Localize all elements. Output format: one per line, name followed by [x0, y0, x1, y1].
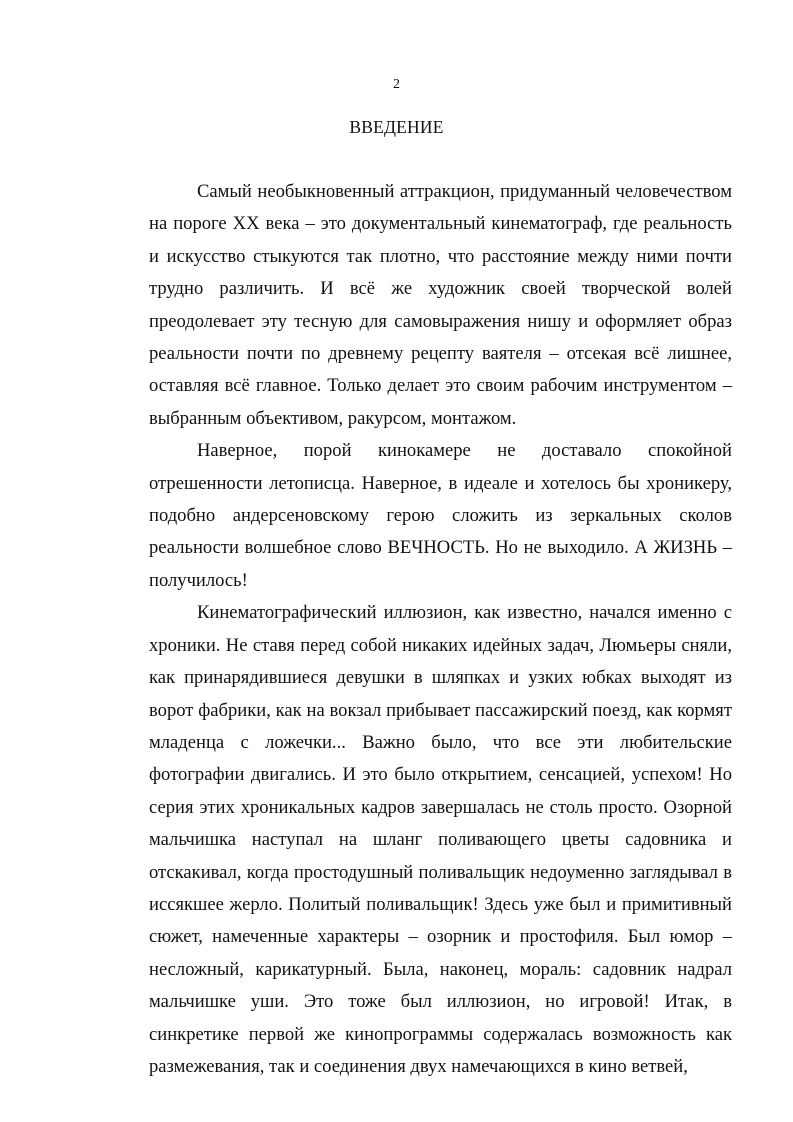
paragraph-2: Наверное, порой кинокамере не доставало спокойной отрешенности летописца. Наверное, в идеале и хотелось бы хроникеру, подобно андерсеновскому герою сложить из зеркальных сколов реальности волшебное слово ВЕЧНОСТЬ. Но не выходило. А ЖИЗНЬ – получилось! — [149, 440, 732, 591]
paragraph-1: Самый необыкновенный аттракцион, придуманный человечеством на пороге XX века – это документальный кинематограф, где реальность и искусство стыкуются так плотно, что расстояние между ними почти трудно различить. И всё же художник своей творческой волей преодолевает эту тесную для самовыражения нишу и оформляет образ реальности почти по древнему рецепту ваятеля – отсекая всё лишнее, оставляя всё главное. Только делает это своим рабочим инструментом – выбранным объективом, ракурсом, монтажом. — [149, 181, 732, 429]
section-heading: ВВЕДЕНИЕ — [349, 117, 444, 137]
paragraph-3: Кинематографический иллюзион, как известно, начался именно с хроники. Не ставя перед собой никаких идейных задач, Люмьеры сняли, как принарядившиеся девушки в шляпках и узких юбках выходят из ворот фабрики, как на вокзал прибывает пассажирский поезд, как кормят младенца с ложечки... Важно было, что все эти любительские фотографии двигались. И это было открытием, сенсацией, успехом! Но серия этих хроникальных кадров завершалась не столь просто. Озорной мальчишка наступал на шланг поливающего цветы садовника и отскакивал, когда простодушный поливальщик недоуменно заглядывал в иссякшее жерло. Политый поливальщик! Здесь уже был и примитивный сюжет, намеченные характеры – озорник и простофиля. Был юмор – несложный, карикатурный. Была, наконец, мораль: садовник надрал мальчишке уши. Это тоже был иллюзион, но игровой! Итак, в синкретике первой же кинопрограммы содержалась возможность как размежевания, так и соединения двух намечающихся в кино ветвей, — [149, 602, 732, 1077]
body-text — [149, 176, 732, 1083]
page-number: 2 — [393, 77, 400, 92]
